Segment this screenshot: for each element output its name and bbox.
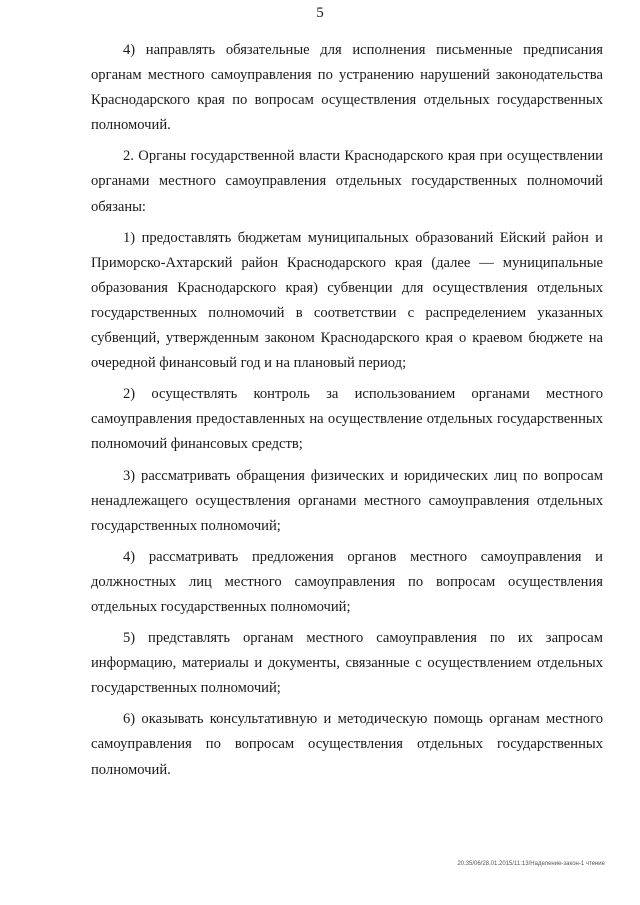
paragraph-item-3-appeals: 3) рассматривать обращения физических и юридических лиц по вопросам ненадлежащего осуществления органами местного самоуправления отдельных государственных полномочий; xyxy=(91,467,603,534)
paragraph-item-4-directives: 4) направлять обязательные для исполнения письменные предписания органам местного самоуправления по устранению нарушений законодательства Краснодарского края по вопросам осуществления отдельных государственных полномочий. xyxy=(91,42,603,134)
page-number: 5 xyxy=(316,5,324,21)
paragraph-item-4-proposals: 4) рассматривать предложения органов местного самоуправления и должностных лиц местного самоуправления по вопросам осуществления отдельных государственных полномочий; xyxy=(91,548,603,615)
paragraph-item-1-subventions: 1) предоставлять бюджетам муниципальных образований Ейский район и Приморско-Ахтарский район Краснодарского края (далее — муниципальные образования Краснодарского края) субвенции для осуществления отдельных государственных полномочий в соответствии с распределением указанных субвенций, утвержденным законом Краснодарского края о краевом бюджете на очередной финансовый год и на плановый период; xyxy=(91,229,603,372)
paragraph-item-6-assistance: 6) оказывать консультативную и методическую помощь органам местного самоуправления по вопросам осуществления отдельных государственных полномочий. xyxy=(91,711,603,778)
document-body xyxy=(91,38,603,789)
paragraph-item-5-information: 5) представлять органам местного самоуправления по их запросам информацию, материалы и документы, связанные с осуществлением отдельных государственных полномочий; xyxy=(91,630,603,697)
paragraph-section-2-obligations: 2. Органы государственной власти Краснодарского края при осуществлении органами местного самоуправления отдельных государственных полномочий обязаны: xyxy=(91,148,603,215)
paragraph-item-2-control: 2) осуществлять контроль за использованием органами местного самоуправления предоставленных на осуществление отдельных государственных полномочий финансовых средств; xyxy=(91,386,603,453)
footer-document-code: 20.35/06/28.01.2015/11:13/Наделение-закон-1 чтение xyxy=(457,861,605,867)
